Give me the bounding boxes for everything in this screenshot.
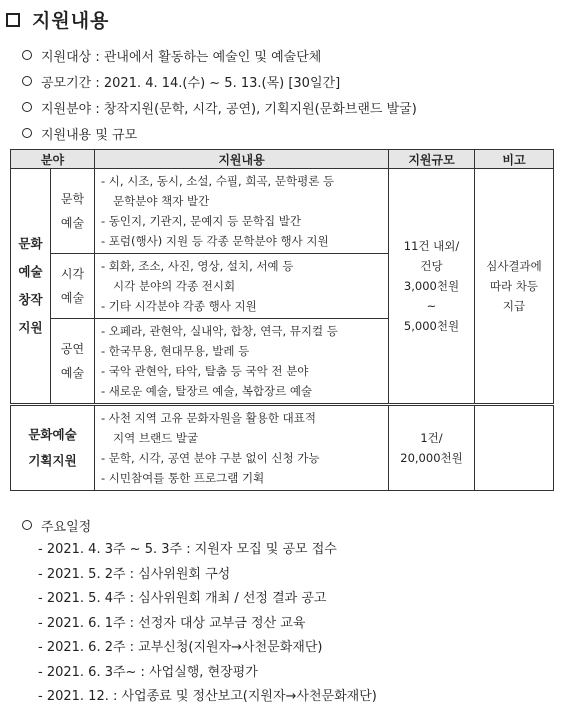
schedule-title: 주요일정	[41, 519, 92, 535]
sub-visual: 시각 예술	[51, 254, 95, 319]
category-creation: 문화 예술 창작 지원	[11, 169, 51, 405]
section-heading	[6, 6, 109, 33]
circle-bullet-icon	[22, 520, 32, 530]
bullet-text: 지원대상 : 관내에서 활동하는 예술인 및 예술단체	[41, 49, 322, 65]
list-item: - 2021. 12. : 사업종료 및 정산보고(지원자→사천문화재단)	[38, 689, 377, 704]
note-creation: 심사결과에 따라 차등 지급	[475, 169, 554, 405]
list-item: - 2021. 6. 3주~ : 사업실행, 현장평가	[38, 664, 258, 680]
list-item: - 2021. 6. 2주 : 교부신청(지원자→사천문화재단)	[38, 640, 323, 655]
circle-bullet-icon	[22, 76, 32, 86]
header-content: 지원내용	[95, 150, 389, 169]
bullet-content	[22, 120, 417, 146]
content-visual: - 회화, 조소, 사진, 영상, 설치, 서예 등 시각 분야의 각종 전시회 - 기타 시각분야 각종 행사 지원	[95, 254, 389, 319]
summary-bullets	[22, 42, 417, 146]
schedule-section	[22, 512, 377, 710]
sub-literature: 문학 예술	[51, 169, 95, 254]
note-planning	[475, 405, 554, 491]
list-item: - 2021. 6. 1주 : 선정자 대상 교부금 정산 교육	[38, 615, 306, 631]
scale-planning: 1건/ 20,000천원	[389, 405, 475, 491]
page-title: 지원내용	[32, 10, 110, 32]
bullet-text: 지원분야 : 창작지원(문학, 시각, 공연), 기획지원(문화브랜드 발굴)	[41, 101, 417, 117]
table-row	[11, 405, 554, 491]
header-note: 비고	[475, 150, 554, 169]
list-item: - 2021. 4. 3주 ~ 5. 3주 : 지원자 모집 및 공모 접수	[38, 542, 337, 557]
content-planning: - 사천 지역 고유 문화자원을 활용한 대표적 지역 브랜드 발굴 - 문학, 시각, 공연 분야 구분 없이 신청 가능 - 시민참여를 통한 프로그램 기획	[95, 405, 389, 491]
sub-performance: 공연 예술	[51, 319, 95, 405]
circle-bullet-icon	[22, 102, 32, 112]
schedule-heading	[22, 512, 377, 538]
table-row	[11, 169, 554, 254]
header-scale: 지원규모	[389, 150, 475, 169]
list-item: - 2021. 5. 4주 : 심사위원회 개최 / 선정 결과 공고	[38, 591, 327, 606]
circle-bullet-icon	[22, 128, 32, 138]
square-bullet-icon	[6, 13, 20, 27]
header-field: 분야	[11, 150, 95, 169]
content-literature: - 시, 시조, 동시, 소설, 수필, 희곡, 문학평론 등 문학분야 책자 발간 - 동인지, 기관지, 문예지 등 문학집 발간 - 포럼(행사) 지원 등 각종 문학분야 행사 지원	[95, 169, 389, 254]
category-planning: 문화예술 기획지원	[11, 405, 95, 491]
list-item: - 2021. 5. 2주 : 심사위원회 구성	[38, 566, 231, 582]
bullet-text: 공모기간 : 2021. 4. 14.(수) ~ 5. 13.(목) [30일간]	[41, 75, 341, 91]
circle-bullet-icon	[22, 50, 32, 60]
content-performance: - 오페라, 관현악, 실내악, 합창, 연극, 뮤지컬 등 - 한국무용, 현대무용, 발레 등 - 국악 관현악, 타악, 탈춤 등 국악 전 분야 - 새로운 예술, 탈장르 예술, 복합장르 예술	[95, 319, 389, 405]
table-header-row	[11, 150, 554, 169]
bullet-target	[22, 42, 417, 68]
support-table	[10, 149, 554, 491]
bullet-field	[22, 94, 417, 120]
bullet-period	[22, 68, 417, 94]
bullet-text: 지원내용 및 규모	[41, 127, 138, 143]
scale-creation: 11건 내외/ 건당 3,000천원 ~ 5,000천원	[389, 169, 475, 405]
